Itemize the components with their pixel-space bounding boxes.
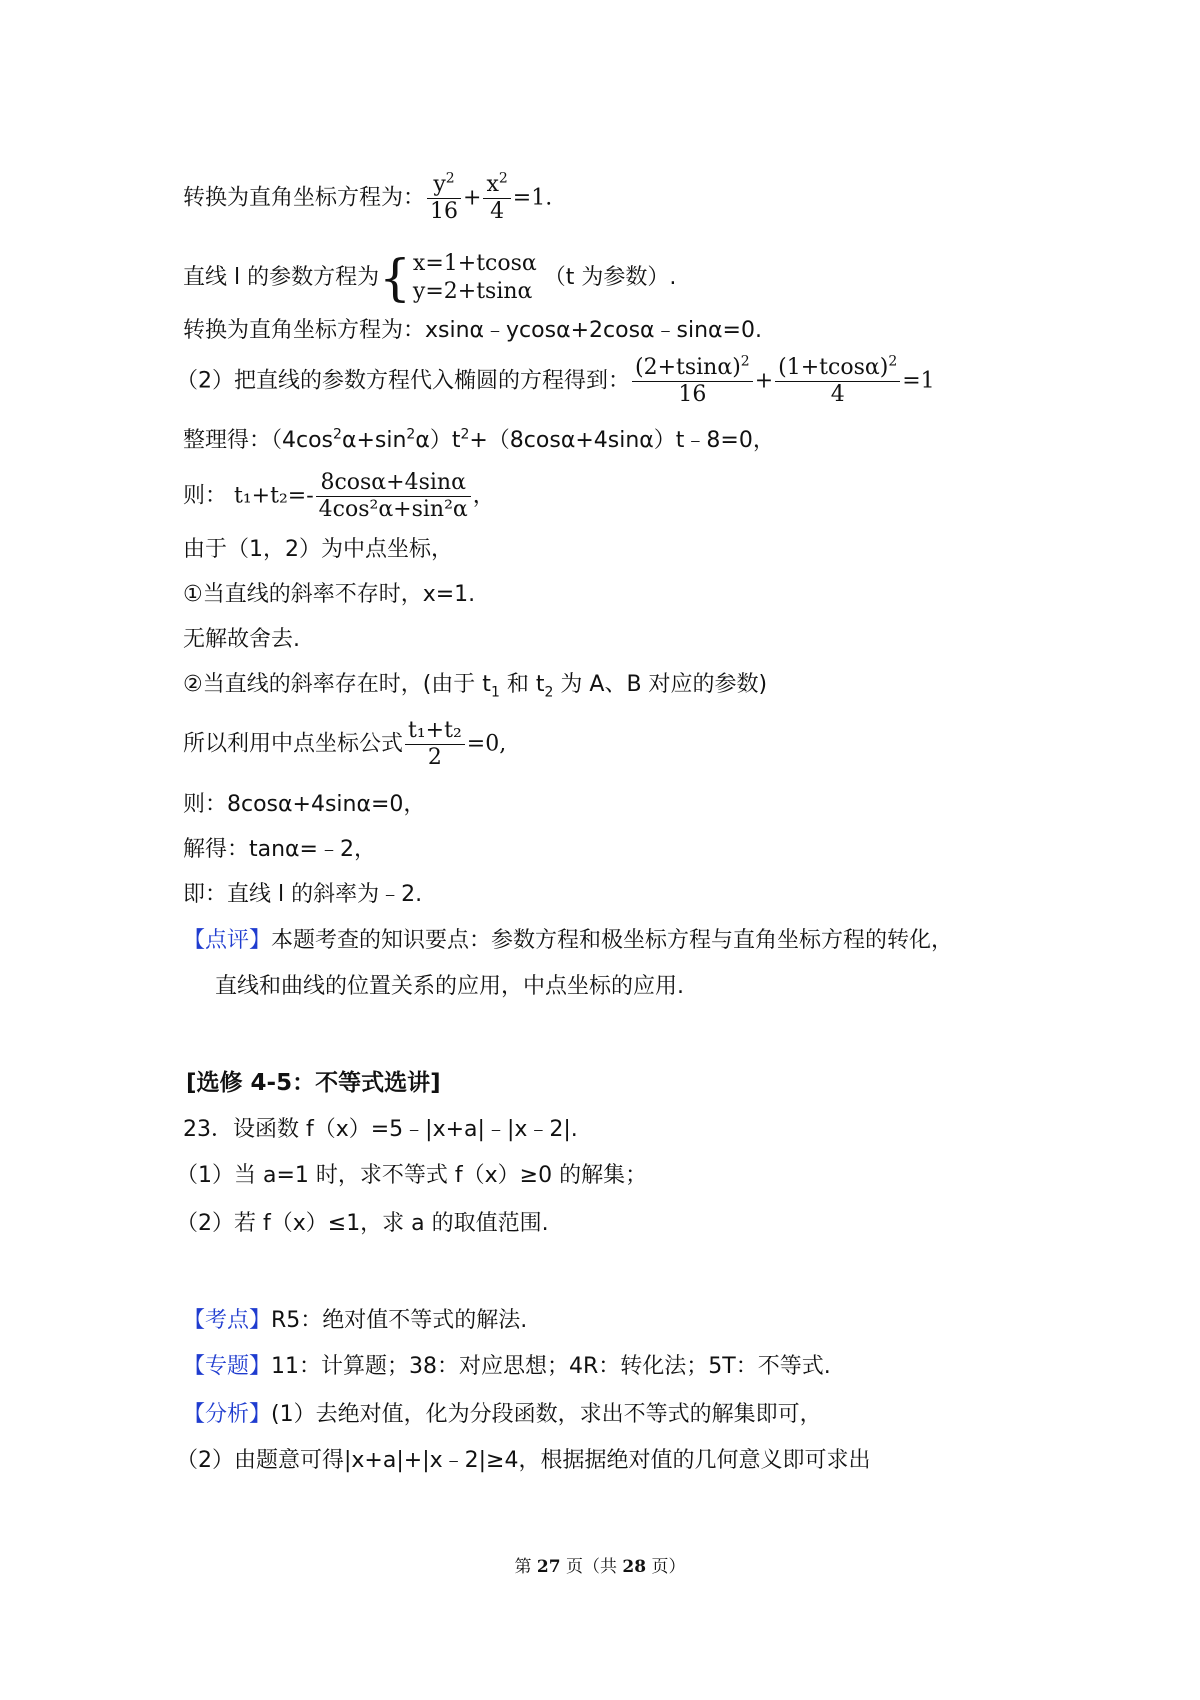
line-cartesian-line: 转换为直角坐标方程为：xsinα﹣ycosα+2cosα﹣sinα=0. (183, 318, 762, 343)
equation-system: x=1+tcosα y=2+tsinα (412, 251, 537, 304)
line-comment: 【点评】本题考查的知识要点：参数方程和极坐标方程与直角坐标方程的转化， (183, 928, 954, 953)
fraction-x2-over-4: $\frac{x^2}{4}$ (483, 172, 510, 225)
fraction-y2-over-16: $\frac{y^2}{16}$ (427, 172, 461, 225)
line-tan-solution: 解得：tanα=﹣2， (183, 837, 376, 862)
line-knowledge-point: 【考点】R5：绝对值不等式的解法. (183, 1308, 528, 1333)
line-sum-of-roots: 则： t₁+t₂=- $\frac{8\cos\alpha+4\sin\alpha}{\text{4cos²α+sin²α}}$ ， (183, 470, 495, 522)
page-number: 27 (536, 1557, 561, 1577)
line-slope-result: 即：直线 l 的斜率为﹣2. (183, 882, 423, 907)
section-heading: [选修 4-5：不等式选讲] (186, 1070, 441, 1096)
question-23-part-1: （1）当 a=1 时，求不等式 f（x）≥0 的解集； (176, 1163, 648, 1188)
question-23-part-2: （2）若 f（x）≤1，求 a 的取值范围. (176, 1211, 549, 1236)
line-case-1: ①当直线的斜率不存时，x=1. (183, 582, 476, 607)
page-footer: 第 27 页（共 28 页） (514, 1557, 686, 1577)
tag-knowledge-point: 【考点】 (183, 1308, 272, 1333)
line-midpoint: 由于（1，2）为中点坐标， (183, 537, 453, 562)
tag-comment: 【点评】 (183, 928, 272, 953)
line-simplified: 整理得：$(4\cos^2\alpha+\sin^2\alpha)t^2+(8\cos\alpha+4\sin\alpha)t﹣8=0$， (183, 426, 775, 453)
tag-analysis: 【分析】 (183, 1402, 272, 1427)
line-no-solution: 无解故舍去. (183, 627, 300, 652)
fraction-sum-roots: $\frac{8\cos\alpha+4\sin\alpha}{\text{4cos²α+sin²α}}$ (316, 470, 471, 523)
line-case-2: ②当直线的斜率存在时，(由于 $t_1$ 和 $t_2$ 为 A、B 对应的参数) (183, 672, 768, 701)
fraction-midpoint: $\frac{\text{t₁+t₂}}{2}$ (405, 718, 465, 771)
line-cartesian-ellipse: 转换为直角坐标方程为： $\frac{y^2}{16}$ + $\frac{x^2}{4}$ =1. (183, 170, 553, 224)
question-23: 23．设函数 f（x）=5﹣|x+a|﹣|x﹣2|. (183, 1117, 578, 1142)
fraction-sin-term: $\frac{(2+tsin\alpha)^2}{16}$ (632, 355, 753, 408)
line-comment-cont: 直线和曲线的位置关系的应用，中点坐标的应用. (215, 974, 684, 999)
line-midpoint-formula: 所以利用中点坐标公式 $\frac{\text{t₁+t₂}}{2}$ =0, (183, 718, 507, 770)
line-substitution: （2）把直线的参数方程代入椭圆的方程得到： $\frac{(2+tsin\alpha)^2}{16}$ + $\frac{(1+tcos\alpha)^2}{4}$ =1 (176, 353, 935, 407)
line-equation-zero: 则：8cosα+4sinα=0， (183, 792, 426, 817)
fraction-cos-term: $\frac{(1+tcos\alpha)^2}{4}$ (775, 355, 900, 408)
page-total: 28 (622, 1557, 647, 1577)
line-parametric-equation: 直线 l 的参数方程为{ x=1+tcosα y=2+tsinα （t 为参数）. (183, 249, 677, 307)
tag-topic: 【专题】 (183, 1354, 272, 1379)
line-analysis: 【分析】(1）去绝对值，化为分段函数，求出不等式的解集即可， (183, 1402, 822, 1427)
line-topic: 【专题】11：计算题；38：对应思想；4R：转化法；5T：不等式. (183, 1354, 831, 1379)
line-analysis-cont: （2）由题意可得|x+a|+|x﹣2|≥4，根据据绝对值的几何意义即可求出 (176, 1448, 871, 1473)
left-brace-icon: { (379, 249, 411, 307)
